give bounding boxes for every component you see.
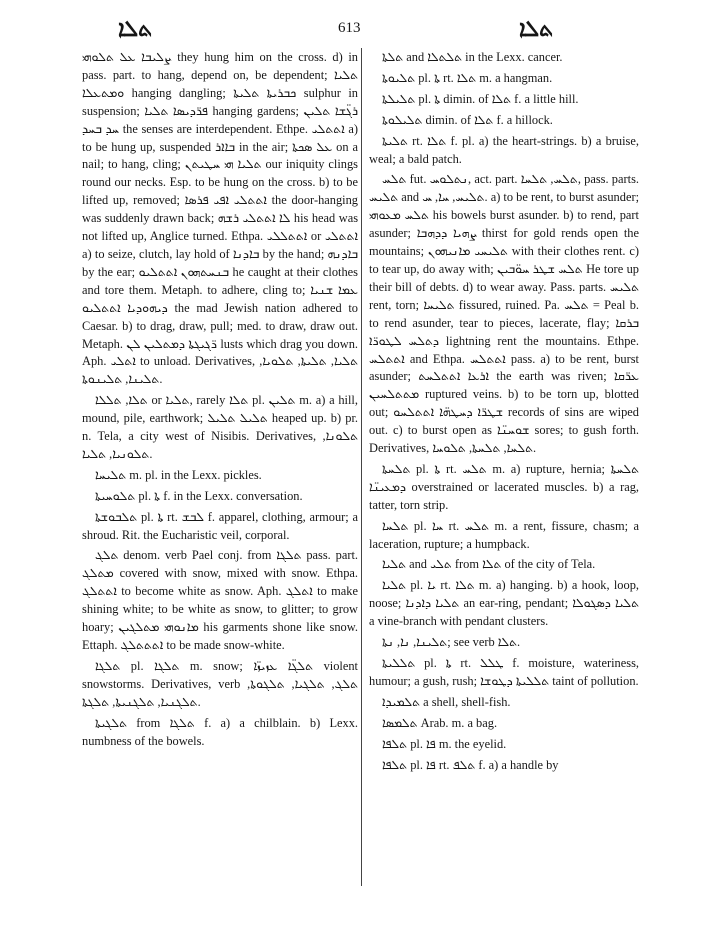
dictionary-entry: ܬܠܡܣܐ Arab. m. a bag.: [382, 715, 498, 730]
column-divider: [361, 48, 362, 886]
dictionary-entry: ܬܠܝܘܬܐ pl. ܬܐ rt. ܬܠܐ m. a hangman.: [382, 70, 553, 85]
left-column: [82, 49, 358, 750]
dictionary-entry: ܬܠܝܠܬܐ pl. ܬܐ dimin. of ܬܠܐ f. a little hill.: [382, 91, 579, 106]
dictionary-entry: ܬܠܦܐ pl. ܦܐ m. the eyelid.: [382, 736, 507, 751]
dictionary-entry: ܬܠܝܬܐ rt. ܬܠܐ f. pl. a) the heart-strings. b) a bruise, weal; a bald patch.: [369, 133, 639, 166]
dictionary-entry: ܬܠܡܝܕܐ a shell, shell-fish.: [382, 694, 511, 709]
dictionary-entry: ܬܠܦܐ pl. ܦܐ rt. ܬܠܦ f. a) a handle by: [382, 757, 559, 772]
dictionary-entry: ܬܠܓ denom. verb Pael conj. from ܬܠܓܐ pass. part. ܡܬܠܓ covered with snow, mixed with snow. Ethpa. ܐܬܬܠܓ to become white as snow. Aph. ܐܬܠܓ to make shining white; to be white as snow, to glitter; to grow hoary; ܡܐܢܘܗܝ ܡܬܠܓܝܢ his garments shone like snow. Ettaph. ܐܬܬܬܠܓ to be made snow-white.: [82, 548, 359, 652]
dictionary-entry: ܬܠܝܐ pl. ܝܐ rt. ܬܠܐ m. a) hanging. b) a hook, loop, noose; ܬܠܝܐ ܕܐܕܢܐ an ear-ring, pendant; ܬܠܝܐ ܕܣܓܘܠܐ a vine-branch with pendant clusters.: [369, 578, 640, 629]
dictionary-entry: ܬܠܒܘܫܬܐ pl. ܬܐ rt. ܠܒܫ f. apparel, clothing, armour; a shroud. Rit. the Eucharistic veil, corporal.: [82, 509, 358, 542]
dictionary-entry: ܬܠܚ fut. ܢܬܠܘܚ, act. part. ܬܠܚ, ܬܠܚܐ, pass. parts. ܬܠܝܚ and ܬܠܝܚ, ܚܐ, ܚ. a) to be rent, to burst asunder; ܬܠܚ ܡܥܘܗܝ his bowels burst asunder. b) to rend, part asunder; ܨܗܝܐ ܕܕܗܒܐ thirst for gold rends open the mountains; ܬܠܝܚܝ ܡܐܢܝܗܘܢ with their clothes rent. c) to tear up, do away with; ܬܠܚ ܫܛܪ ܚܘ̈ܒܝܢ He tore up their bill of debts. d) to wear away. Pass. parts. ܬܠܝܚ rent, torn; ܬܠܝܚܐ fissured, ruined. Pa. ܬܠܚ = Peal b. to rend asunder, tear to pieces, lacerate, flay; ܒܪܩܐ ܕܬܠܚ ܠܛܘܪ̈ܐ lightning rent the mountains. Ethpe. ܐܬܬܠܚ and Ethpa. ܐܬܬܠܚ pass. a) to be rent, burst asunder; ܐܪܥܐ ܐܬܬܠܚܬ the earth was riven; ܥܪ̈ܩܐ ܡܬܬܠܚܝܢ ruptured veins. b) to be torn up, blotted out; ܫܛܪ̈ܐ ܕܚܛܗ̈ܐ ܐܬܬܠܚܘ records of sins are wiped out. c) to burst open as ܫܘܚܢ̈ܐ sores; to gush forth. Derivatives, ܬܠܚܐ, ܬܠܚܬܐ, ܬܠܘܚܐ.: [369, 172, 640, 456]
running-head-left: ܬܠܐ: [118, 16, 153, 41]
dictionary-entry: ܬܠܓܝܬܐ from ܬܠܓܐ f. a) a chilblain. b) Lexx. numbness of the bowels.: [82, 715, 358, 748]
dictionary-entry: ܬܠܝܚܐ m. pl. in the Lexx. pickles.: [95, 467, 262, 482]
running-head-right: ܬܠܐ: [519, 16, 554, 41]
dictionary-entry: ܬܠܬܐ and ܬܠܬܠܐ in the Lexx. cancer.: [382, 50, 563, 64]
dictionary-entry: ܬܠܝܐ and ܬܠܝ from ܬܠܐ of the city of Tela.: [382, 557, 596, 572]
dictionary-entry: ܬܠܝܢܐ, ܢܐ, ܢܬܐ; see verb ܬܠܐ.: [382, 635, 521, 650]
dictionary-entry: ܬܠܐ, ܬܠܠܐ or ܬܠܝܐ, rarely ܬܠܐ pl. ܬܠܝܢ m. a) a hill, mound, pile, earthwork; ܬܠܝܠ ܬܠܝܠ heaped up. b) pr. n. Tela, a city west of Nisibis. Derivatives, ܬܠܘܢܐ, ܬܠܘܢܝܐ, ܬܠܝܐ.: [82, 393, 358, 461]
dictionary-entry: ܬܠܓܐ pl. ܬܠܓܐ m. snow; ܬܠܓ̈ܐ ܥܙܝܙ̈ܐ violent snowstorms. Derivatives, verb ܬܠܓ, ܬܠܓܝܐ, ܬܠܓܘܬܐ, ܬܠܓܢܝܐ, ܬܠܓܢܝܬܐ, ܬܠܓܬܐ.: [82, 658, 358, 709]
dictionary-entry: ܬܠܝܠܘܬܐ dimin. of ܬܠܐ f. a hillock.: [382, 112, 553, 127]
dictionary-entry: ܬܠܠܝܬܐ pl. ܬܐ rt. ܛܠܠ f. moisture, wateriness, humour; a gush, rush; ܬܠܠܝܬܐ ܕܛܘܫܐ taint of pollution.: [369, 656, 639, 688]
page-number: 613: [338, 20, 361, 36]
dictionary-entry: ܬܠܘܚܝܬܐ pl. ܬܐ f. in the Lexx. conversation.: [95, 488, 303, 503]
entry-continued: ܨܠܝܒܐ ܥܠ ܬܠܘܗܝ they hung him on the cross. d) in pass. part. to hang, depend on, be dependent; ܬܠܝܐ ܘܡܬܥܠܐ hanging dangling; ܟܒܪܝܬܐ ܬܠܝܬܐ sulphur in suspension; ܦܪ̈ܕܝܣܐ ܬܠܝܐ hanging gardens; ܪܓ̈ܫܐ ܬܠܝܢ ܚܕ ܒܚܕ the senses are interdependent. Ethpe. ܐܬܬܠܝ a) to be hung up, suspended ܒܐܐܪ in the air; ܥܠ ܣܟܬܐ on a nail; to hang, cling; ܬܠܝܐ ܗܝ ܚܛܝܬܢ our iniquity clings round our necks. Esp. to be hung on the cross. b) to be lifted up, removed; ܐܬܬܠܝ ܐܦܝ ܦܪܣܐ the door-hanging was suddenly drawn back; ܠܐ ܐܬܬܠܝ ܪܫܗ his head was not lifted up, Anglice turned. Ethpa. ܐܬܬܠܠܝ or ܐܬܬܠܝ a) to seize, clutch, lay hold of ܒܐܕܢܐ by the hand; ܒܐܕܢܗ by the ear; ܒܢܚܬܗܘܢ ܐܬܬܠܝܘ he caught at their clothes and tore them. Metaph. to adhere, cling to; ܥܡܐ ܫܢܝܐ ܕܝܗܘܕܝܐ ܐܬܬܠܝܘ the mad Jewish nation adhered to Caesar. b) to drag, draw, pull; med. to draw, draw out. Metaph. ܪ̈ܓܝܓܬܐ ܕܡܬܠܝܢ ܠܢ lusts which drag you down. Aph. ܐܬܠܝ to unload. Derivatives, ܬܠܝܐ, ܬܠܝܬܐ, ܬܠܘܝܐ, ܬܠܝܢܐ, ܬܠܝܢܘܬܐ.: [82, 50, 359, 387]
dictionary-entry: ܬܠܚܐ pl. ܚܐ rt. ܬܠܚ m. a rent, fissure, chasm; a laceration, rupture; a humpback.: [369, 518, 639, 551]
right-column: [369, 49, 639, 774]
dictionary-entry: ܬܠܚܬܐ pl. ܬܐ rt. ܬܠܚ m. a) rupture, hernia; ܬܠܚܬܐ ܕܡܥܝܢ̈ܐ overstrained or lacerated muscles. b) a rag, tatter, torn strip.: [369, 461, 639, 512]
